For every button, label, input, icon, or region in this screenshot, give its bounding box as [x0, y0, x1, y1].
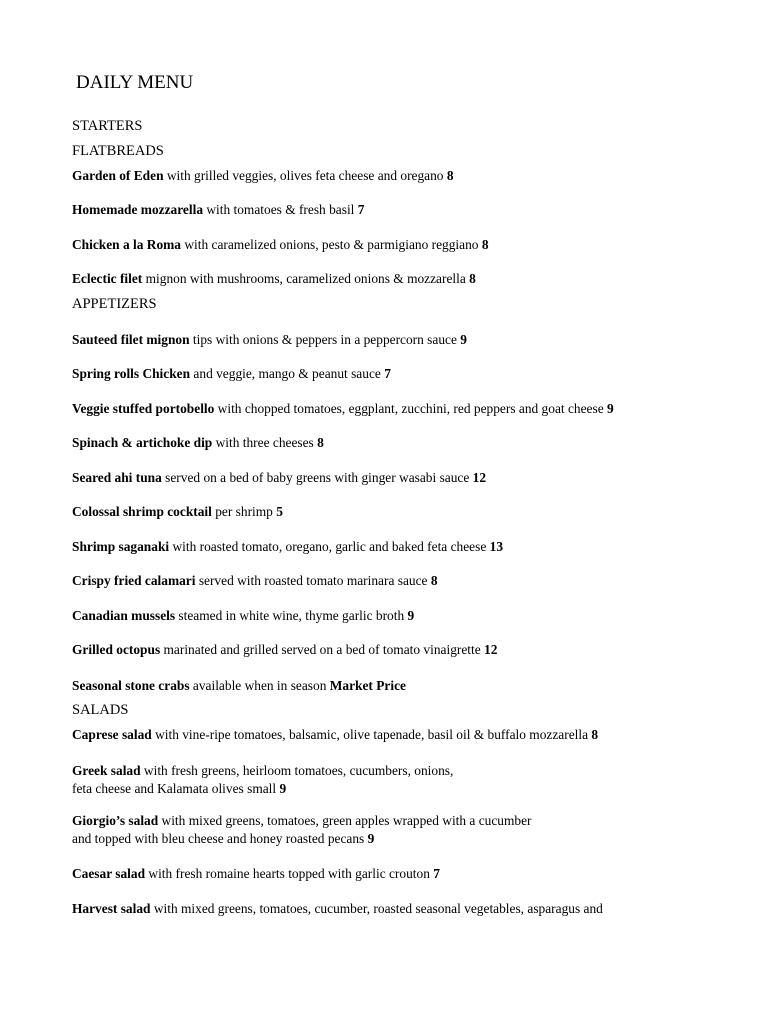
item-price: 8	[591, 727, 599, 742]
item-description-line-2: and topped with bleu cheese and honey roasted pecans	[72, 831, 368, 846]
item-name: Harvest salad	[72, 901, 151, 916]
item-description: with fresh greens, heirloom tomatoes, cucumbers, onions,	[140, 763, 454, 778]
section-heading-starters: STARTERS	[72, 118, 143, 134]
item-name: Eclectic filet	[72, 271, 143, 286]
item-price: 9	[407, 608, 415, 623]
item-name: Caprese salad	[72, 727, 152, 742]
item-price: 7	[433, 866, 440, 881]
item-description: steamed in white wine, thyme garlic broth	[175, 608, 408, 623]
item-name: Veggie stuffed portobello	[72, 401, 215, 416]
item-name: Giorgio’s salad	[72, 813, 159, 828]
menu-item	[72, 677, 406, 695]
menu-item	[72, 607, 414, 625]
item-name: Sauteed filet mignon	[72, 332, 190, 347]
item-description: mignon with mushrooms, caramelized onions & mozzarella	[142, 271, 470, 286]
menu-item	[72, 400, 614, 418]
item-price: 8	[469, 271, 476, 286]
item-price: 7	[357, 202, 365, 217]
menu-item	[72, 865, 440, 883]
item-price: 9	[607, 401, 614, 416]
item-description: with mixed greens, tomatoes, cucumber, roasted seasonal vegetables, asparagus and	[150, 901, 603, 916]
item-price: 8	[446, 168, 454, 183]
section-heading-appetizers: APPETIZERS	[72, 296, 157, 312]
item-name: Grilled octopus	[72, 642, 161, 657]
menu-item	[72, 572, 438, 590]
page-title: DAILY MENU	[76, 72, 194, 93]
item-name: Seared ahi tuna	[72, 470, 162, 485]
section-heading-salads: SALADS	[72, 702, 129, 718]
menu-item	[72, 762, 453, 798]
item-name: Shrimp saganaki	[72, 539, 170, 554]
item-name: Greek salad	[72, 763, 141, 778]
item-price: 9	[367, 831, 375, 846]
item-description: with mixed greens, tomatoes, green apples wrapped with a cucumber	[158, 813, 532, 828]
item-price: 8	[430, 573, 438, 588]
item-price: 9	[460, 332, 467, 347]
item-description: served on a bed of baby greens with ginger wasabi sauce	[161, 470, 473, 485]
menu-item	[72, 900, 603, 918]
menu-item	[72, 469, 486, 487]
menu-item	[72, 538, 503, 556]
menu-item	[72, 726, 598, 744]
item-name: Homemade mozzarella	[72, 202, 204, 217]
item-description: with roasted tomato, oregano, garlic and baked feta cheese	[169, 539, 490, 554]
item-price: 8	[317, 435, 324, 450]
item-name: Caesar salad	[72, 866, 146, 881]
item-description: with caramelized onions, pesto & parmigiano reggiano	[181, 237, 482, 252]
item-description: per shrimp	[211, 504, 277, 519]
menu-item	[72, 812, 532, 848]
menu-item	[72, 503, 283, 521]
item-description: with vine-ripe tomatoes, balsamic, olive tapenade, basil oil & buffalo mozzarella	[151, 727, 592, 742]
item-description: served with roasted tomato marinara sauce	[195, 573, 431, 588]
item-description: and veggie, mango & peanut sauce	[190, 366, 385, 381]
section-heading-flatbreads: FLATBREADS	[72, 143, 164, 159]
menu-item	[72, 331, 467, 349]
item-name: Garden of Eden	[72, 168, 164, 183]
item-price: 8	[481, 237, 489, 252]
item-description: marinated and grilled served on a bed of tomato vinaigrette	[160, 642, 485, 657]
item-description: with tomatoes & fresh basil	[203, 202, 358, 217]
item-price: 13	[489, 539, 504, 554]
item-description: with chopped tomatoes, eggplant, zucchini, red peppers and goat cheese	[214, 401, 607, 416]
menu-item	[72, 270, 476, 288]
item-description: available when in season	[189, 678, 330, 693]
menu-item	[72, 201, 364, 219]
item-name: Canadian mussels	[72, 608, 176, 623]
item-name: Spinach & artichoke dip	[72, 435, 213, 450]
item-name: Chicken a la Roma	[72, 237, 181, 252]
item-price: Market Price	[329, 678, 406, 693]
menu-item	[72, 365, 391, 383]
item-description: with three cheeses	[212, 435, 318, 450]
item-description-line-2: feta cheese and Kalamata olives small	[72, 781, 280, 796]
item-description: tips with onions & peppers in a peppercorn sauce	[189, 332, 461, 347]
item-price: 7	[384, 366, 391, 381]
menu-item	[72, 434, 324, 452]
item-name: Seasonal stone crabs	[72, 678, 190, 693]
item-price: 5	[276, 504, 283, 519]
item-price: 9	[279, 781, 287, 796]
item-name: Colossal shrimp cocktail	[72, 504, 212, 519]
item-description: with fresh romaine hearts topped with garlic crouton	[145, 866, 434, 881]
item-description: with grilled veggies, olives feta cheese and oregano	[163, 168, 447, 183]
menu-item	[72, 167, 454, 185]
item-price: 12	[484, 642, 498, 657]
item-name: Crispy fried calamari	[72, 573, 196, 588]
item-name: Spring rolls Chicken	[72, 366, 191, 381]
menu-item	[72, 236, 489, 254]
item-price: 12	[472, 470, 487, 485]
menu-item	[72, 641, 497, 659]
